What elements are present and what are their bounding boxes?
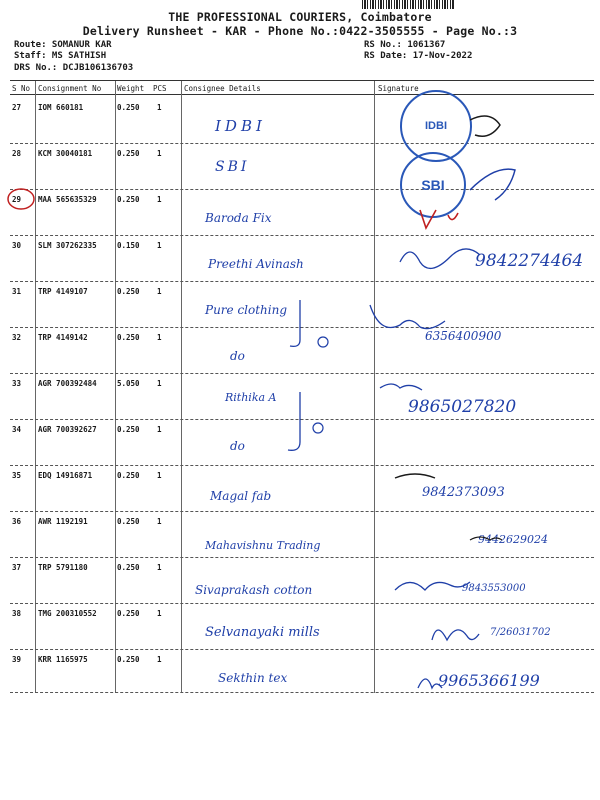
col-header-pcs: PCS bbox=[153, 84, 167, 93]
row-signature: 9843553000 bbox=[462, 583, 526, 594]
row-pcs: 1 bbox=[157, 149, 162, 158]
row-sno: 32 bbox=[12, 333, 22, 342]
row-weight: 0.250 bbox=[117, 655, 140, 664]
col-header-consignment: Consignment No bbox=[38, 84, 102, 93]
row-sno: 38 bbox=[12, 609, 22, 618]
row-consignee: Sekthin tex bbox=[218, 671, 288, 685]
row-consignment: SLM 307262335 bbox=[38, 241, 97, 250]
col-header-consignee: Consignee Details bbox=[184, 84, 261, 93]
row-sno: 29 bbox=[12, 195, 22, 204]
row-sno: 33 bbox=[12, 379, 22, 388]
row-consignment: EDQ 14916871 bbox=[38, 471, 93, 480]
row-signature: 9442629024 bbox=[478, 533, 548, 546]
row-signature: 9865027820 bbox=[408, 397, 517, 417]
route-label: Route: SOMANUR KAR bbox=[14, 40, 112, 50]
row-pcs: 1 bbox=[157, 195, 162, 204]
row-weight: 0.250 bbox=[117, 103, 140, 112]
row-pcs: 1 bbox=[157, 425, 162, 434]
row-pcs: 1 bbox=[157, 655, 162, 664]
row-weight: 0.250 bbox=[117, 471, 140, 480]
row-consignee: Rithika A bbox=[225, 391, 277, 404]
row-weight: 0.150 bbox=[117, 241, 140, 250]
row-sno: 37 bbox=[12, 563, 22, 572]
row-consignee: IDBI bbox=[215, 117, 266, 135]
col-header-sno: S No bbox=[12, 84, 31, 93]
staff-label: Staff: MS SATHISH bbox=[14, 51, 107, 61]
row-consignment: TRP 4149107 bbox=[38, 287, 88, 296]
col-header-weight: Weight bbox=[117, 84, 145, 93]
row-consignee: SBI bbox=[215, 159, 250, 175]
row-consignee: do bbox=[230, 439, 245, 453]
row-signature: 9965366199 bbox=[438, 671, 540, 690]
runsheet-subtitle: Delivery Runsheet - KAR - Phone No.:0422-3505555 - Page No.:3 bbox=[82, 24, 518, 38]
row-pcs: 1 bbox=[157, 287, 162, 296]
row-weight: 0.250 bbox=[117, 287, 140, 296]
row-signature: 9842274464 bbox=[475, 251, 584, 271]
row-consignment: MAA 565635329 bbox=[38, 195, 97, 204]
row-pcs: 1 bbox=[157, 103, 162, 112]
drs-label: DRS No.: DCJB106136703 bbox=[14, 63, 134, 73]
row-sno: 31 bbox=[12, 287, 22, 296]
row-pcs: 1 bbox=[157, 517, 162, 526]
row-pcs: 1 bbox=[157, 241, 162, 250]
row-sno: 30 bbox=[12, 241, 22, 250]
row-weight: 0.250 bbox=[117, 195, 140, 204]
row-consignee: Magal fab bbox=[210, 489, 272, 503]
row-signature: 6356400900 bbox=[425, 329, 502, 343]
row-consignee: Baroda Fix bbox=[205, 211, 272, 225]
row-consignee: do bbox=[230, 349, 245, 363]
company-title: THE PROFESSIONAL COURIERS, Coimbatore bbox=[168, 10, 432, 24]
row-consignment: KCM 30040181 bbox=[38, 149, 93, 158]
row-weight: 0.250 bbox=[117, 609, 140, 618]
row-consignment: TRP 4149142 bbox=[38, 333, 88, 342]
row-sno: 36 bbox=[12, 517, 22, 526]
row-consignee: Sivaprakash cotton bbox=[195, 583, 313, 597]
row-consignee: Mahavishnu Trading bbox=[205, 539, 321, 552]
row-weight: 0.250 bbox=[117, 425, 140, 434]
row-weight: 0.250 bbox=[117, 517, 140, 526]
row-sno: 27 bbox=[12, 103, 22, 112]
idbi-bank-stamp: IDBI bbox=[400, 90, 472, 162]
row-consignment: KRR 1165975 bbox=[38, 655, 88, 664]
row-signature: 7/26031702 bbox=[490, 627, 551, 638]
row-consignee: Preethi Avinash bbox=[208, 257, 304, 271]
rs-date: RS Date: 17-Nov-2022 bbox=[364, 51, 473, 61]
row-pcs: 1 bbox=[157, 471, 162, 480]
row-consignment: AGR 700392484 bbox=[38, 379, 97, 388]
row-sno: 28 bbox=[12, 149, 22, 158]
row-pcs: 1 bbox=[157, 379, 162, 388]
col-header-signature: Signature bbox=[378, 84, 419, 93]
row-consignee: Pure clothing bbox=[205, 303, 288, 317]
row-signature: 9842373093 bbox=[422, 485, 505, 500]
row-consignment: AGR 700392627 bbox=[38, 425, 97, 434]
row-consignment: TMG 200310552 bbox=[38, 609, 97, 618]
row-consignee: Selvanayaki mills bbox=[205, 625, 320, 640]
row-consignment: AWR 1192191 bbox=[38, 517, 88, 526]
row-sno: 34 bbox=[12, 425, 22, 434]
rs-number: RS No.: 1061367 bbox=[364, 40, 446, 50]
row-sno: 39 bbox=[12, 655, 22, 664]
row-pcs: 1 bbox=[157, 563, 162, 572]
row-weight: 5.050 bbox=[117, 379, 140, 388]
row-weight: 0.250 bbox=[117, 563, 140, 572]
row-consignment: IOM 660181 bbox=[38, 103, 84, 112]
row-pcs: 1 bbox=[157, 333, 162, 342]
row-weight: 0.250 bbox=[117, 333, 140, 342]
sbi-bank-stamp: SBI bbox=[400, 152, 466, 218]
row-consignment: TRP 5791180 bbox=[38, 563, 88, 572]
row-weight: 0.250 bbox=[117, 149, 140, 158]
row-sno: 35 bbox=[12, 471, 22, 480]
row-pcs: 1 bbox=[157, 609, 162, 618]
